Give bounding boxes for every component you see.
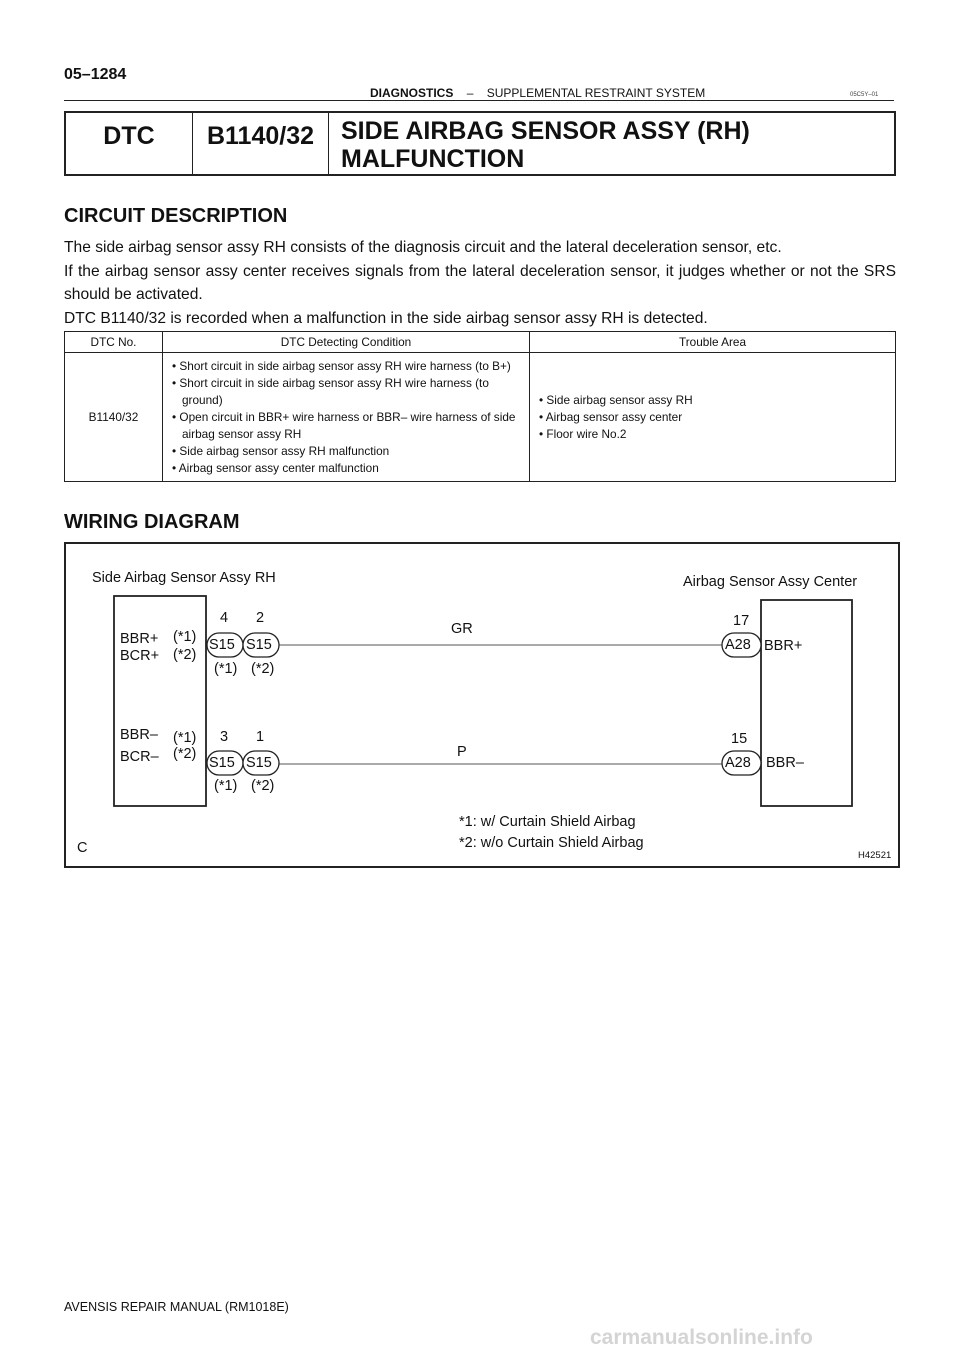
- pin-number: 3: [220, 729, 229, 745]
- pin-number: 4: [220, 610, 229, 626]
- pin-label-bcr-plus: BCR+: [120, 648, 160, 664]
- dtc-title-box: [64, 111, 896, 176]
- side-airbag-sensor-box: [114, 596, 206, 806]
- corner-letter: C: [77, 840, 88, 856]
- legend-note: *2: w/o Curtain Shield Airbag: [459, 835, 644, 851]
- doc-code: 05C5Y–01: [850, 92, 879, 98]
- variant-note: (*2): [251, 778, 275, 794]
- dtc-number-cell: B1140/32: [65, 353, 163, 482]
- pin-note: (*2): [173, 647, 197, 663]
- title-dtc-label: DTC: [66, 113, 193, 174]
- detecting-condition-cell: [163, 353, 530, 482]
- table-header-row: [65, 332, 896, 353]
- connector-label: S15: [209, 637, 235, 653]
- wiring-diagram-heading: WIRING DIAGRAM: [64, 511, 240, 533]
- table-row: [65, 353, 896, 482]
- pin-note: (*2): [173, 746, 197, 762]
- connector-label: A28: [725, 637, 751, 653]
- trouble-area-item: • Floor wire No.2: [539, 426, 894, 443]
- pin-label-bbr-minus: BBR–: [120, 727, 158, 743]
- legend-note: *1: w/ Curtain Shield Airbag: [459, 814, 636, 830]
- variant-note: (*1): [214, 778, 238, 794]
- header-subsection: SUPPLEMENTAL RESTRAINT SYSTEM: [486, 86, 706, 100]
- pin-label-bbr-plus: BBR+: [764, 638, 803, 654]
- page-number: 05–1284: [64, 66, 127, 83]
- circuit-description-heading: CIRCUIT DESCRIPTION: [64, 205, 288, 227]
- running-header: [370, 86, 705, 100]
- variant-note: (*2): [251, 661, 275, 677]
- trouble-area-item: • Side airbag sensor assy RH: [539, 392, 894, 409]
- trouble-area-cell: [530, 353, 896, 482]
- connector-label: S15: [246, 755, 272, 771]
- variant-note: (*1): [214, 661, 238, 677]
- circuit-description-text: [64, 236, 896, 330]
- condition-item: • Airbag sensor assy center malfunction: [172, 460, 528, 477]
- description-paragraph: DTC B1140/32 is recorded when a malfunction in the side airbag sensor assy RH is detected.: [64, 309, 708, 327]
- condition-item: • Open circuit in BBR+ wire harness or BBR– wire harness of side airbag sensor assy RH: [172, 409, 528, 443]
- description-paragraph: If the airbag sensor assy center receives signals from the lateral deceleration sensor, it judges whether or not the SRS should be activated.: [64, 262, 896, 303]
- header-separator: –: [466, 86, 474, 100]
- table-header-cell: DTC Detecting Condition: [163, 332, 530, 353]
- connector-label: S15: [246, 637, 272, 653]
- title-dtc-code: B1140/32: [193, 113, 329, 174]
- description-paragraph: The side airbag sensor assy RH consists of the diagnosis circuit and the lateral deceleration sensor, etc.: [64, 239, 782, 256]
- pin-label-bbr-minus: BBR–: [766, 755, 804, 771]
- wiring-diagram: [64, 542, 900, 868]
- pin-number: 2: [256, 610, 265, 626]
- condition-item: • Short circuit in side airbag sensor assy RH wire harness (to ground): [172, 375, 528, 409]
- connector-label: S15: [209, 755, 235, 771]
- footer-manual-title: AVENSIS REPAIR MANUAL (RM1018E): [64, 1300, 289, 1314]
- trouble-area-item: • Airbag sensor assy center: [539, 409, 894, 426]
- watermark-site: carmanualsonline.info: [590, 1326, 813, 1349]
- wire-color-label: P: [457, 744, 467, 760]
- pin-number: 1: [256, 729, 265, 745]
- header-rule: [64, 100, 894, 101]
- wire-color-label: GR: [451, 621, 473, 637]
- pin-note: (*1): [173, 730, 197, 746]
- left-component-label: Side Airbag Sensor Assy RH: [92, 570, 276, 586]
- condition-item: • Short circuit in side airbag sensor assy RH wire harness (to B+): [172, 358, 528, 375]
- connector-label: A28: [725, 755, 751, 771]
- table-header-cell: Trouble Area: [530, 332, 896, 353]
- pin-label-bbr-plus: BBR+: [120, 631, 159, 647]
- figure-id: H42521: [858, 850, 892, 861]
- pin-note: (*1): [173, 629, 197, 645]
- table-header-cell: DTC No.: [65, 332, 163, 353]
- pin-number: 15: [731, 731, 748, 747]
- pin-label-bcr-minus: BCR–: [120, 749, 159, 765]
- dtc-table: [64, 331, 896, 482]
- condition-item: • Side airbag sensor assy RH malfunction: [172, 443, 528, 460]
- airbag-sensor-center-box: [761, 600, 852, 806]
- header-section: DIAGNOSTICS: [370, 86, 454, 100]
- title-dtc-name: SIDE AIRBAG SENSOR ASSY (RH) MALFUNCTION: [341, 117, 750, 173]
- pin-number: 17: [733, 613, 750, 629]
- right-component-label: Airbag Sensor Assy Center: [683, 574, 858, 590]
